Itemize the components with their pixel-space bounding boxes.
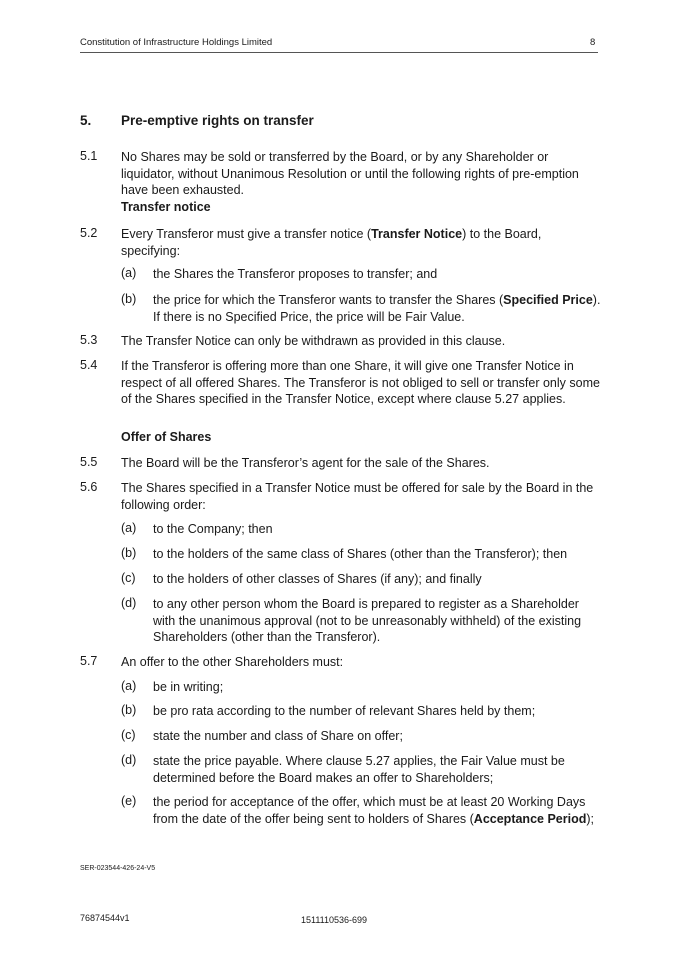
clause-5-1-text: No Shares may be sold or transferred by the Board, or by any Shareholder or liquidator, without Unanimous Resolution or until the following rights of pre-emption have been exhausted. bbox=[121, 150, 579, 198]
clause-number-5-7: 5.7 bbox=[80, 654, 98, 668]
clause-5-7-b-label: (b) bbox=[121, 703, 137, 717]
running-header-title: Constitution of Infrastructure Holdings Limited bbox=[80, 37, 273, 48]
clause-number-5-4: 5.4 bbox=[80, 358, 98, 372]
header-rule bbox=[80, 52, 598, 53]
clause-5-3-text: The Transfer Notice can only be withdrawn as provided in this clause. bbox=[121, 334, 506, 348]
clause-number-5-5: 5.5 bbox=[80, 455, 98, 469]
section-number: 5. bbox=[80, 113, 92, 128]
page-number: 8 bbox=[590, 37, 596, 48]
section-title: Pre-emptive rights on transfer bbox=[121, 113, 314, 128]
clause-5-6-b-text: to the holders of the same class of Shares (other than the Transferor); then bbox=[153, 547, 568, 561]
footer-reference: SER-023544-426-24-V5 bbox=[80, 865, 156, 872]
clause-5-2-b-text: the price for which the Transferor wants to transfer the Shares (Specified Price). If there is no Specified Price, the price will be Fair Value. bbox=[153, 293, 601, 324]
clause-5-6-c-text: to the holders of other classes of Shares (if any); and finally bbox=[153, 572, 482, 586]
clause-number-5-3: 5.3 bbox=[80, 333, 98, 347]
clause-5-2-text: Every Transferor must give a transfer notice (Transfer Notice) to the Board, specifying: bbox=[121, 227, 542, 258]
clause-number-5-1: 5.1 bbox=[80, 149, 98, 163]
defined-term-specified-price: Specified Price bbox=[503, 293, 593, 307]
clause-5-7-text: An offer to the other Shareholders must: bbox=[121, 655, 344, 669]
clause-5-6-c-label: (c) bbox=[121, 571, 136, 585]
clause-5-7-e-label: (e) bbox=[121, 794, 137, 808]
clause-5-7-c-label: (c) bbox=[121, 728, 136, 742]
clause-5-6-d-text: to any other person whom the Board is prepared to register as a Shareholder with the unanimous approval (not to be unreasonably withheld) of the existing Shareholders (other than the Transferor). bbox=[153, 597, 582, 645]
clause-5-2-b-label: (b) bbox=[121, 292, 137, 306]
clause-5-6-a-text: to the Company; then bbox=[153, 522, 273, 536]
footer-document-id: 76874544v1 bbox=[80, 913, 130, 923]
clause-5-2-a-text: the Shares the Transferor proposes to transfer; and bbox=[153, 267, 438, 281]
footer-center-id: 1511110536-699 bbox=[301, 915, 368, 925]
defined-term-transfer-notice: Transfer Notice bbox=[371, 227, 463, 241]
clause-5-6-a-label: (a) bbox=[121, 521, 137, 535]
clause-5-7-d-label: (d) bbox=[121, 753, 137, 767]
defined-term-acceptance-period: Acceptance Period bbox=[473, 811, 587, 826]
subheading-transfer-notice: Transfer notice bbox=[121, 200, 211, 214]
clause-5-5-text: The Board will be the Transferor’s agent for the sale of the Shares. bbox=[121, 456, 490, 470]
clause-5-2-a-label: (a) bbox=[121, 266, 137, 280]
clause-5-6-b-label: (b) bbox=[121, 546, 137, 560]
clause-5-7-b-text: be pro rata according to the number of relevant Shares held by them; bbox=[153, 704, 536, 718]
clause-5-7-c-text: state the number and class of Share on offer; bbox=[153, 729, 403, 743]
clause-5-4-text: If the Transferor is offering more than one Share, it will give one Transfer Notice in respect of all offered Shares. The Transferor is not obliged to sell or transfer only some of the Shares specified in the Transfer Notice, except where clause 5.27 applies. bbox=[121, 359, 600, 407]
clause-number-5-6: 5.6 bbox=[80, 480, 98, 494]
clause-5-7-d-text: state the price payable. Where clause 5.27 applies, the Fair Value must be determined before the Board makes an offer to Shareholders; bbox=[153, 754, 565, 785]
subheading-offer-of-shares: Offer of Shares bbox=[121, 430, 212, 444]
clause-5-7-a-text: be in writing; bbox=[153, 680, 224, 694]
clause-5-7-e-text: the period for acceptance of the offer, which must be at least 20 Working Days from the date of the offer being sent to holders of Shares (Acceptance Period); bbox=[153, 795, 594, 826]
clause-5-7-a-label: (a) bbox=[121, 679, 137, 693]
clause-number-5-2: 5.2 bbox=[80, 226, 98, 240]
clause-5-6-text: The Shares specified in a Transfer Notice must be offered for sale by the Board in the following order: bbox=[121, 481, 594, 512]
clause-5-6-d-label: (d) bbox=[121, 596, 137, 610]
